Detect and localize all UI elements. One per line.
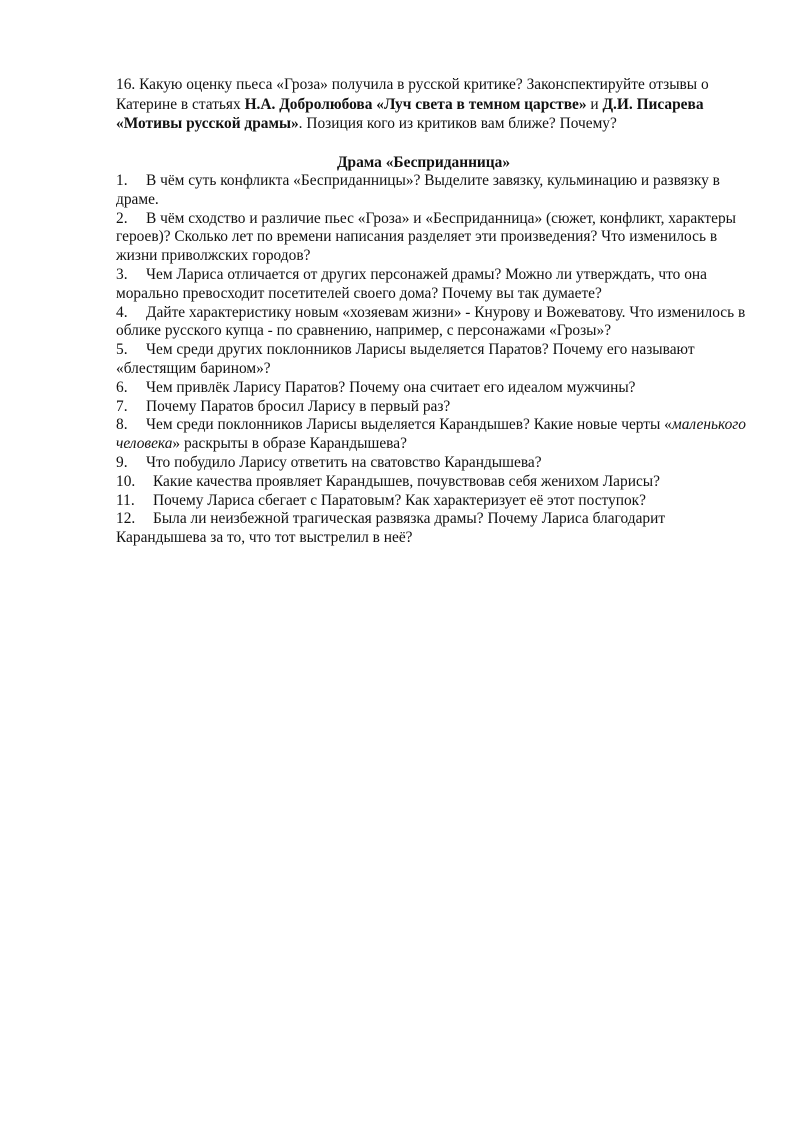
item-text: Чем среди поклонников Ларисы выделяется Карандышев? Какие новые черты « (146, 416, 672, 434)
list-item (116, 454, 746, 473)
intro-text-2: и (586, 95, 603, 113)
item-number: 5. (116, 341, 128, 359)
item-number: 3. (116, 265, 128, 283)
list-item (116, 416, 746, 454)
item-text: Что побудило Ларису ответить на сватовство Карандышева? (146, 453, 542, 471)
item-text: Почему Паратов бросил Ларису в первый раз? (146, 397, 451, 415)
item-text: Чем среди других поклонников Ларисы выделяется Паратов? Почему его называют «блестящим барином»? (116, 341, 695, 377)
dobrolyubov-article-title: Н.А. Добролюбова «Луч света в темном царстве» (244, 95, 587, 113)
item-number: 12. (116, 510, 136, 528)
list-item (116, 341, 746, 379)
list-item (116, 266, 746, 304)
list-item (116, 172, 746, 210)
question-list (116, 172, 746, 548)
intro-text-1: 16. Какую оценку пьеса «Гроза» получила в русской критике? Законспектируйте отзывы о Катерине в статьях (116, 76, 709, 113)
item-number: 10. (116, 472, 136, 490)
item-number: 8. (116, 416, 128, 434)
item-text-italic: маленького человека (116, 416, 746, 453)
list-item (116, 473, 746, 492)
item-number: 7. (116, 397, 128, 415)
item-text: Дайте характеристику новым «хозяевам жизни» - Кнурову и Вожеватову. Что изменилось в облике русского купца - по сравнению, например, с персонажами «Грозы»? (116, 303, 746, 340)
list-item (116, 304, 746, 342)
section-title: Драма «Бесприданница» (336, 153, 511, 171)
list-item (116, 510, 746, 548)
item-number: 2. (116, 209, 128, 227)
document-page (116, 75, 746, 548)
item-text: » раскрыты в образе Карандышева? (172, 435, 407, 453)
item-number: 11. (116, 491, 135, 509)
item-number: 6. (116, 378, 128, 396)
list-item (116, 492, 746, 511)
item-text: Чем Лариса отличается от других персонажей драмы? Можно ли утверждать, что она морально превосходит посетителей своего дома? Почему вы так думаете? (116, 265, 707, 302)
item-text: В чём сходство и различие пьес «Гроза» и «Бесприданница» (сюжет, конфликт, характеры героев)? Сколько лет по времени написания разделяет эти произведения? Что изменилось в жизни приволжских городов? (116, 209, 737, 265)
item-number: 4. (116, 303, 128, 321)
item-number: 9. (116, 453, 128, 471)
list-item (116, 210, 746, 266)
list-item (116, 398, 746, 417)
item-text: Почему Лариса сбегает с Паратовым? Как характеризует её этот поступок? (153, 491, 646, 509)
pisarev-article-title: Д.И. Писарева «Мотивы русской драмы» (116, 95, 704, 132)
intro-text-3: . Позиция кого из критиков вам ближе? Почему? (298, 115, 617, 132)
intro-paragraph (116, 75, 746, 134)
item-number: 1. (116, 172, 128, 189)
list-item (116, 379, 746, 398)
item-text: В чём суть конфликта «Бесприданницы»? Выделите завязку, кульминацию и развязку в драме. (116, 172, 720, 208)
item-text: Чем привлёк Ларису Паратов? Почему она считает его идеалом мужчины? (146, 378, 636, 396)
item-text: Была ли неизбежной трагическая развязка драмы? Почему Лариса благодарит Карандышева за то, что тот выстрелил в неё? (116, 510, 666, 547)
item-text: Какие качества проявляет Карандышев, почувствовав себя женихом Ларисы? (153, 472, 660, 490)
